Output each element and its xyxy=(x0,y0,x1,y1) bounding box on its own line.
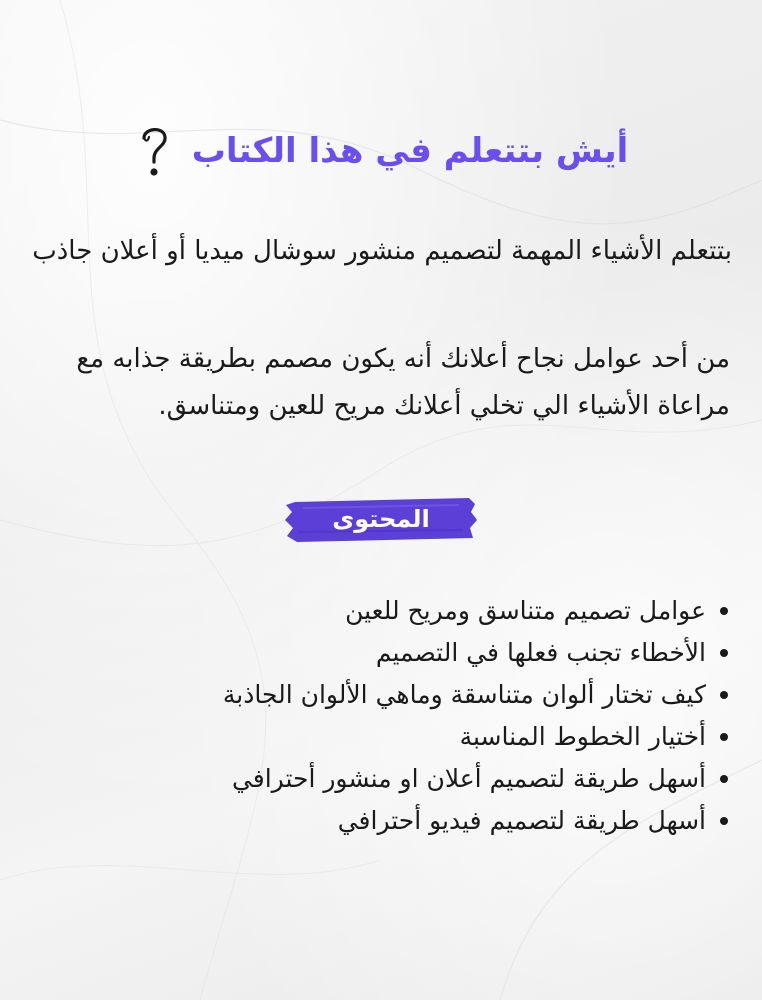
list-item-text: أسهل طريقة لتصميم فيديو أحترافي xyxy=(337,806,706,835)
bullet-icon xyxy=(720,649,728,657)
bullet-icon xyxy=(720,691,728,699)
bullet-icon xyxy=(720,817,728,825)
list-item-text: كيف تختار ألوان متناسقة وماهي الألوان الجاذبة xyxy=(222,680,706,709)
description-text: من أحد عوامل نجاح أعلانك أنه يكون مصمم بطريقة جذابه مع مراعاة الأشياء الي تخلي أعلانك مريح للعين ومتناسق. xyxy=(76,344,730,421)
list-item xyxy=(30,758,728,800)
list-item-text: أسهل طريقة لتصميم أعلان او منشور أحترافي xyxy=(231,764,706,793)
list-item xyxy=(30,674,728,716)
list-item xyxy=(30,590,728,632)
title-row xyxy=(60,122,702,180)
bullet-icon xyxy=(720,733,728,741)
page-title: أيش بتتعلم في هذا الكتاب xyxy=(191,131,629,171)
list-item-text: عوامل تصميم متناسق ومريح للعين xyxy=(345,596,706,625)
list-item xyxy=(30,716,728,758)
list-item-text: الأخطاء تجنب فعلها في التصميم xyxy=(375,638,706,667)
question-mark-icon xyxy=(134,122,174,180)
intro-text: بتتعلم الأشياء المهمة لتصميم منشور سوشال ميديا أو أعلان جاذب xyxy=(32,236,732,266)
list-item xyxy=(30,800,728,842)
bullet-icon xyxy=(720,775,728,783)
contents-list xyxy=(30,590,728,842)
bullet-icon xyxy=(720,607,728,615)
contents-label: المحتوى xyxy=(332,505,430,533)
list-item-text: أختيار الخطوط المناسبة xyxy=(459,722,706,751)
contents-badge xyxy=(283,494,479,544)
list-item xyxy=(30,632,728,674)
